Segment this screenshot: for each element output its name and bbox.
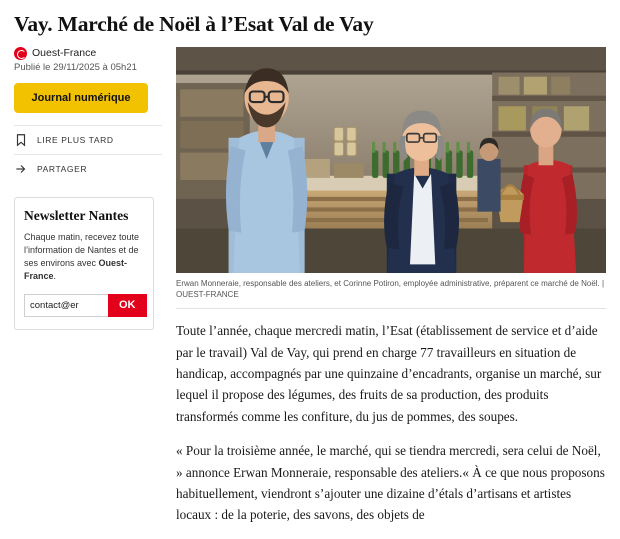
newsletter-submit-button[interactable]: OK <box>108 294 147 317</box>
digital-newspaper-button[interactable]: Journal numérique <box>14 83 148 113</box>
article-paragraph: « Pour la troisième année, le marché, qui se tiendra mercredi, sera celui de Noël, » annonce Erwan Monneraie, responsable des ateliers.« À ce que nous proposons habituellement, viendront s’ajouter une dizaine d’étals d’artisans et artistes locaux : de la poterie, des savons, des objets de <box>176 443 605 523</box>
bookmark-icon <box>14 133 28 147</box>
article-photo <box>176 47 606 273</box>
share-icon <box>14 162 28 176</box>
newsletter-description-part1: Chaque matin, recevez toute l’information de Nantes et de ses environs avec <box>24 231 140 268</box>
save-for-later-label: LIRE PLUS TARD <box>37 134 114 145</box>
article-photo-wrapper <box>176 47 606 273</box>
newsletter-email-input[interactable] <box>24 294 108 317</box>
article-main <box>176 47 606 539</box>
photo-person-background <box>477 138 500 212</box>
newsletter-card <box>14 197 154 330</box>
article-layout <box>14 47 606 539</box>
source-name: Ouest-France <box>32 47 97 60</box>
article-paragraph: Toute l’année, chaque mercredi matin, l’Esat (établissement de service et d’aide par le travail) Val de Vay, qui prend en charge 77 travailleurs en situation de handicap, accompagnés par une quinzaine d’encadrants, organise un marché, sur lequel il propose des légumes, des fruits de sa production, des produits transformés comme les confiture, du jus de pommes, des soupes. <box>176 323 602 424</box>
share-button[interactable] <box>14 154 162 183</box>
photo-caption: Erwan Monneraie, responsable des ateliers, et Corinne Potiron, employée administrative, préparent ce marché de Noël. | OUEST-FRANCE <box>176 273 606 310</box>
newsletter-form <box>24 294 144 317</box>
actions-list <box>14 125 162 183</box>
page-title: Vay. Marché de Noël à l’Esat Val de Vay <box>14 12 374 36</box>
newsletter-description-brand: Ouest-France <box>24 257 128 281</box>
byline <box>14 47 162 60</box>
newsletter-description <box>24 231 144 283</box>
save-for-later-button[interactable] <box>14 126 162 154</box>
sidebar <box>14 47 162 330</box>
newsletter-title: Newsletter Nantes <box>24 207 129 223</box>
share-label: PARTAGER <box>37 163 88 174</box>
newsletter-description-part2: . <box>53 270 57 281</box>
ouest-france-logo-icon <box>14 47 27 60</box>
publication-date: Publié le 29/11/2025 à 05h21 <box>14 61 137 73</box>
